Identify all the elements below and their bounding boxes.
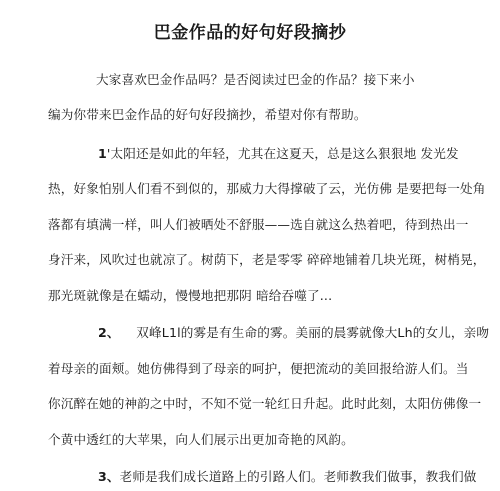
paragraph-2-first-text: 双峰L1l的雾是有生命的雾。美丽的晨雾就像大Lh的女儿，亲吻 (136, 325, 490, 340)
paragraph-2-line-3: 你沉醉在她的神韵之中时，不知不觉一轮红日升起。此时此刻，太阳仿佛像一 (48, 396, 482, 411)
intro-line-1: 大家喜欢巴金作品吗？是否阅读过巴金的作品？接下来小 (96, 72, 415, 87)
paragraph-2-number: 2、 (98, 325, 120, 340)
paragraph-1-first-line (98, 146, 459, 162)
paragraph-1-first-text: '太阳还是如此的年轻，尤其在这夏天，总是这么狠狠地 发光发 (106, 146, 459, 161)
intro-line-2: 编为你带来巴金作品的好句好段摘抄，希望对你有帮助。 (48, 107, 367, 122)
paragraph-1-number: 1 (98, 146, 107, 161)
paragraph-1-line-3: 落都有填满一样，叫人们被晒处不舒服——选自就这么热着吧，待到热出一 (48, 217, 469, 232)
paragraph-1-line-4: 身汗来，风吹过也就凉了。树荫下，老是零零 碎碎地铺着几块光斑，树梢晃， (48, 252, 486, 267)
paragraph-2-line-4: 个黄中透红的大苹果，向人们展示出更加奇艳的风韵。 (48, 432, 354, 447)
paragraph-1-line-5: 那光斑就像是在蠕动，慢慢地把那阴 暗给吞噬了... (48, 288, 333, 303)
paragraph-2-first-line (98, 325, 489, 341)
paragraph-2-line-2: 着母亲的面颊。她仿佛得到了母亲的呵护，便把流动的美回报给游人们。当 (48, 361, 469, 376)
paragraph-3-number: 3、 (98, 469, 120, 484)
paragraph-3-first-text: 老师是我们成长道路上的引路人们。老师教我们做事，教我们做 (119, 469, 477, 484)
paragraph-1-line-2: 热，好象怕别人们看不到似的，那威力大得撑破了云，光仿佛 是要把每一处角 (48, 181, 486, 196)
paragraph-3-first-line (98, 469, 477, 485)
document-title: 巴金作品的好句好段摘抄 (153, 23, 347, 43)
